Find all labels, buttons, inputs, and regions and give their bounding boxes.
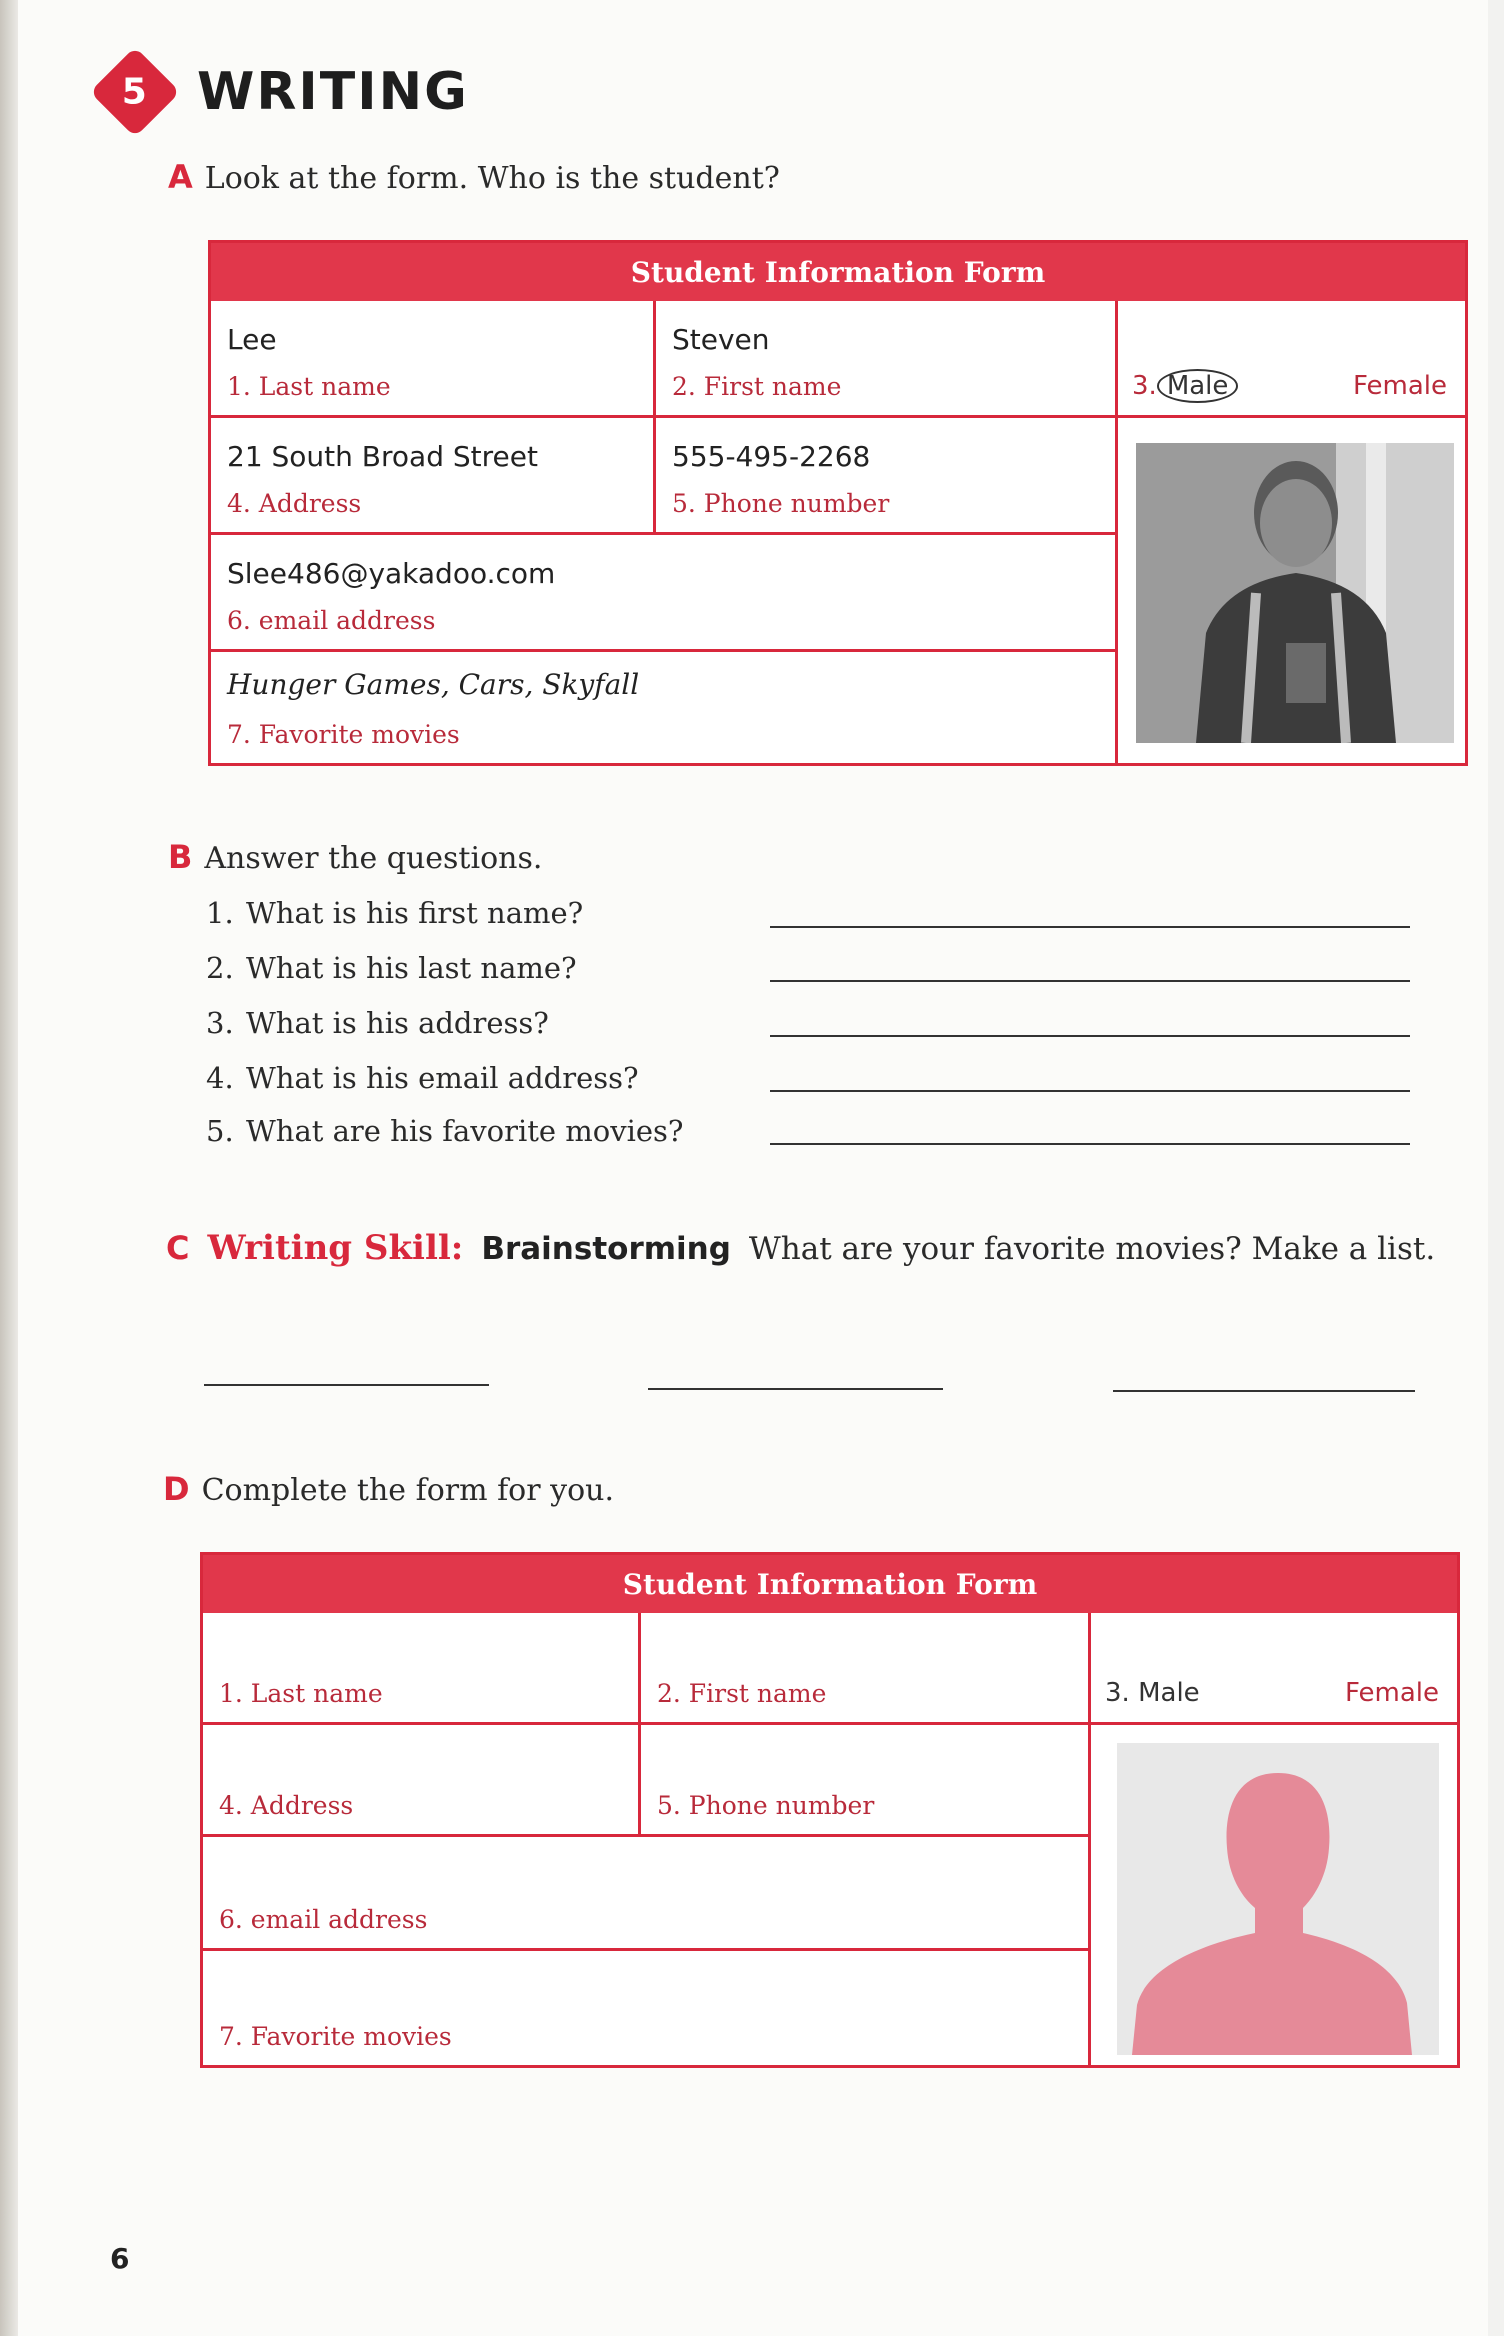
task-text: Answer the questions. — [204, 841, 543, 876]
question-text: What is his email address? — [246, 1061, 639, 1095]
writing-skill-name: Brainstorming — [481, 1231, 731, 1267]
email-value: Slee486@yakadoo.com — [227, 557, 556, 590]
movie-list-line-1[interactable] — [204, 1384, 489, 1386]
question-1 — [206, 896, 583, 930]
first-name-value: Steven — [672, 323, 770, 356]
task-a-instruction — [168, 158, 780, 196]
phone-cell — [656, 418, 1118, 535]
last-name-cell[interactable] — [203, 1613, 641, 1725]
page-number: 6 — [110, 2242, 130, 2275]
answer-line-1[interactable] — [770, 926, 1410, 928]
movie-list-line-3[interactable] — [1113, 1390, 1415, 1392]
photo-placeholder[interactable] — [1117, 1743, 1439, 2055]
student-photo — [1136, 443, 1454, 743]
task-text: What are your favorite movies? Make a list. — [748, 1231, 1436, 1267]
answer-line-2[interactable] — [770, 980, 1410, 982]
question-number: 4. — [206, 1061, 234, 1095]
movies-cell[interactable] — [203, 1951, 1091, 2065]
question-number: 2. — [206, 951, 234, 985]
writing-skill-label: Writing Skill: — [207, 1228, 464, 1268]
student-photo-illustration — [1136, 443, 1454, 743]
question-number: 3. — [206, 1006, 234, 1040]
section-title: WRITING — [197, 62, 469, 122]
movie-list-line-2[interactable] — [648, 1388, 943, 1390]
gender-female: Female — [1352, 371, 1447, 401]
question-text: What is his last name? — [246, 951, 577, 985]
phone-label: 5. Phone number — [657, 1791, 875, 1820]
section-number: 5 — [122, 71, 148, 113]
gender-number: 3. — [1105, 1678, 1130, 1708]
task-text: Complete the form for you. — [201, 1473, 614, 1508]
task-letter: D — [163, 1470, 190, 1508]
address-label: 4. Address — [227, 489, 362, 518]
task-letter: B — [168, 838, 193, 876]
person-silhouette-icon — [1117, 1743, 1439, 2055]
gender-female: Female — [1344, 1678, 1439, 1708]
task-text: Look at the form. Who is the student? — [204, 161, 780, 196]
task-letter: A — [168, 158, 193, 196]
task-b-instruction — [168, 838, 542, 876]
last-name-label: 1. Last name — [219, 1679, 383, 1708]
last-name-label: 1. Last name — [227, 372, 391, 401]
gender-cell[interactable] — [1091, 1613, 1457, 1725]
address-cell[interactable] — [203, 1725, 641, 1837]
question-5 — [206, 1114, 683, 1148]
gender-options — [1105, 1678, 1439, 1708]
section-number-badge — [90, 47, 181, 138]
gender-cell — [1118, 301, 1465, 418]
address-value: 21 South Broad Street — [227, 440, 538, 473]
student-form-example — [208, 240, 1468, 766]
phone-cell[interactable] — [641, 1725, 1091, 1837]
workbook-page — [18, 0, 1488, 2336]
question-text: What is his address? — [246, 1006, 549, 1040]
question-4 — [206, 1061, 639, 1095]
task-d-instruction — [163, 1470, 614, 1508]
first-name-label: 2. First name — [657, 1679, 827, 1708]
question-text: What is his first name? — [246, 896, 584, 930]
student-form-blank — [200, 1552, 1460, 2068]
section-header — [103, 60, 469, 124]
phone-label: 5. Phone number — [672, 489, 890, 518]
movies-label: 7. Favorite movies — [219, 2022, 452, 2051]
question-number: 1. — [206, 896, 234, 930]
gender-number: 3. — [1132, 371, 1157, 401]
phone-value: 555-495-2268 — [672, 440, 871, 473]
form-header: Student Information Form — [203, 1555, 1457, 1613]
movies-cell — [211, 652, 1118, 763]
email-cell[interactable] — [203, 1837, 1091, 1951]
gender-options — [1132, 371, 1447, 401]
email-cell — [211, 535, 1118, 652]
answer-line-5[interactable] — [770, 1143, 1410, 1145]
question-number: 5. — [206, 1114, 234, 1148]
last-name-value: Lee — [227, 323, 277, 356]
answer-line-4[interactable] — [770, 1090, 1410, 1092]
form-header: Student Information Form — [211, 243, 1465, 301]
answer-line-3[interactable] — [770, 1035, 1410, 1037]
first-name-cell — [656, 301, 1118, 418]
address-label: 4. Address — [219, 1791, 354, 1820]
gender-male-circled: Male — [1157, 369, 1239, 403]
email-label: 6. email address — [227, 606, 436, 635]
first-name-cell[interactable] — [641, 1613, 1091, 1725]
question-3 — [206, 1006, 549, 1040]
movies-value: Hunger Games, Cars, Skyfall — [227, 668, 640, 701]
email-label: 6. email address — [219, 1905, 428, 1934]
last-name-cell — [211, 301, 656, 418]
address-cell — [211, 418, 656, 535]
task-letter: C — [166, 1229, 190, 1267]
gender-male: Male — [1138, 1678, 1200, 1708]
task-c-instruction — [166, 1228, 1435, 1268]
question-text: What are his favorite movies? — [246, 1114, 684, 1148]
question-2 — [206, 951, 577, 985]
first-name-label: 2. First name — [672, 372, 842, 401]
movies-label: 7. Favorite movies — [227, 720, 460, 749]
